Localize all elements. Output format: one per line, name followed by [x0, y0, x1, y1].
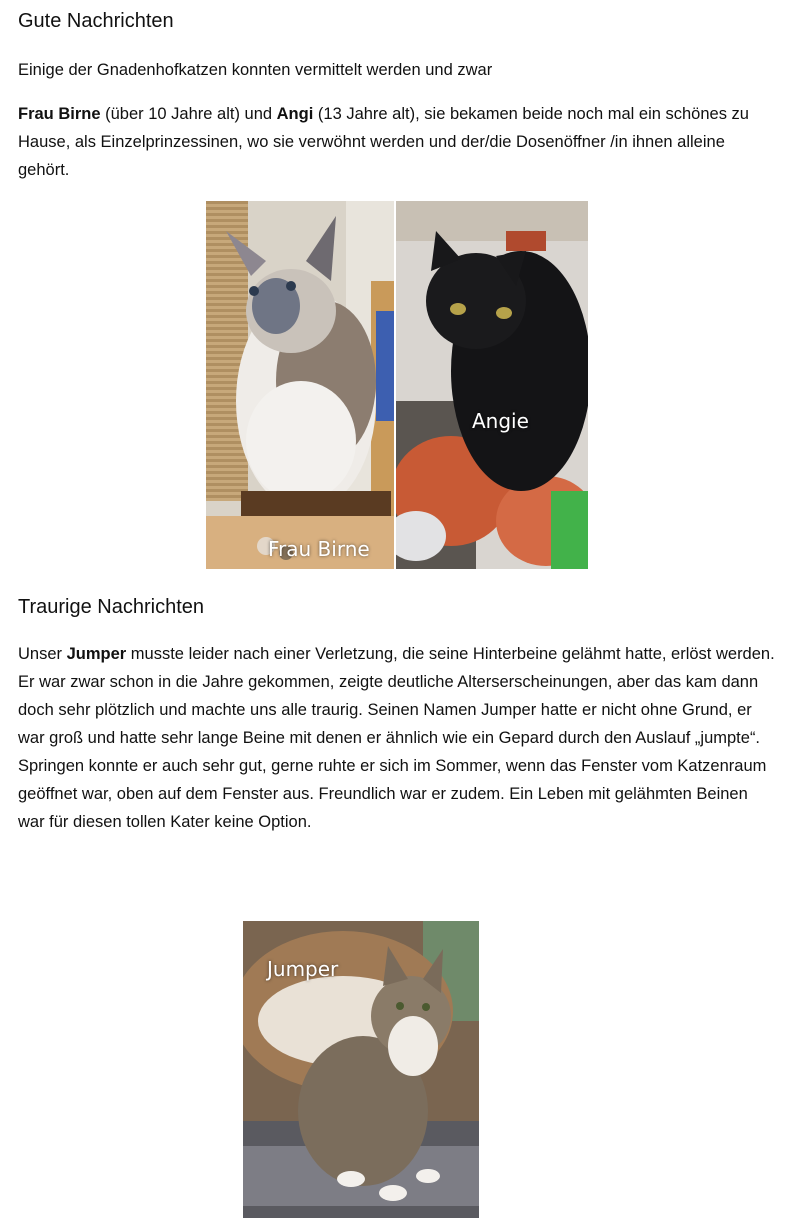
photo-angie	[396, 201, 588, 569]
name-jumper: Jumper	[66, 645, 127, 663]
cat-photo-illustration	[396, 201, 588, 569]
adoption-text-1: (über 10 Jahre alt) und	[100, 105, 277, 123]
name-frau-birne: Frau Birne	[18, 105, 101, 123]
heading-sad-news: Traurige Nachrichten	[18, 596, 205, 618]
intro-paragraph: Einige der Gnadenhofkatzen konnten vermittelt werden und zwar	[18, 61, 493, 79]
cat-photo-illustration	[206, 201, 394, 569]
jumper-text-1: Unser	[18, 645, 67, 663]
caption-frau-birne: Frau Birne	[268, 537, 370, 561]
name-angi: Angi	[276, 105, 314, 123]
photo-frau-birne	[206, 201, 394, 569]
photo-jumper	[243, 921, 479, 1218]
jumper-text-2: musste leider nach einer Verletzung, die seine Hinterbeine gelähmt hatte, erlöst werden. Er war zwar schon in die Jahre gekommen, zeigte deutliche Alterserscheinungen, aber das kam dann doch sehr plötzlich und machte uns alle traurig. Seinen Namen Jumper hatte er nicht ohne Grund, er war groß und hatte sehr lange Beine mit denen er ähnlich wie ein Gepard durch den Auslauf „jumpte“. Springen konnte er auch sehr gut, gerne ruhte er sich im Sommer, wenn das Fenster vom Katzenraum geöffnet war, oben auf dem Fenster aus. Freundlich war er zudem. Ein Leben mit gelähmten Beinen war für diesen tollen Kater keine Option.	[18, 645, 775, 831]
caption-angie: Angie	[472, 409, 529, 433]
heading-good-news: Gute Nachrichten	[18, 10, 174, 32]
caption-jumper: Jumper	[267, 957, 339, 981]
adoption-text-2: (13 Jahre alt), sie bekamen beide noch mal ein schönes zu Hause, als Einzelprinzessinen, wo sie verwöhnt werden und der/die Dosenöffner /in ihnen alleine gehört.	[18, 105, 749, 179]
jumper-paragraph	[18, 640, 778, 836]
adoption-paragraph	[18, 100, 778, 184]
